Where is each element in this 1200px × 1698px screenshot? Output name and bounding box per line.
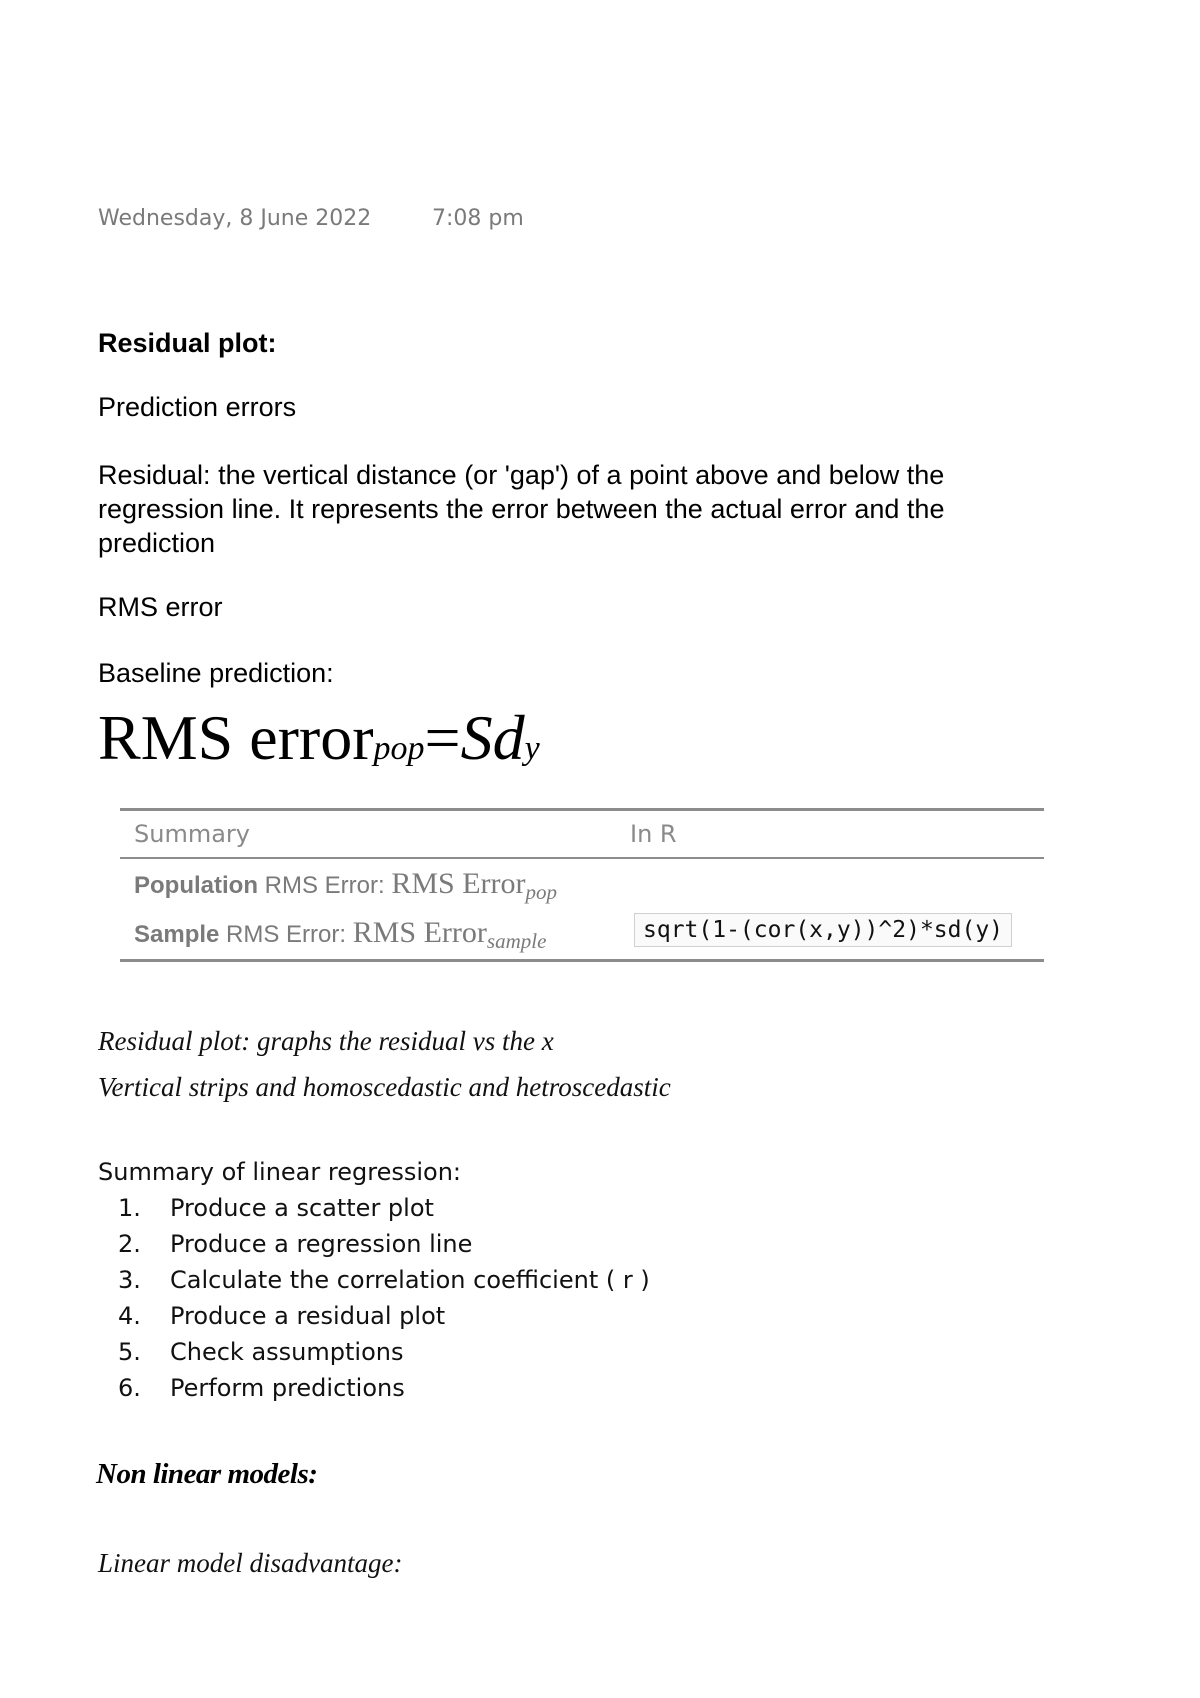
formula-rhs: Sd [460,702,525,773]
list-number: 5. [118,1338,141,1366]
list-number: 4. [118,1302,141,1330]
residual-plot-heading: Residual plot: [98,328,277,358]
table-header [120,811,1044,857]
list-text: Perform predictions [170,1374,405,1402]
formula-main: RMS error [98,702,374,773]
list-number: 2. [118,1230,141,1258]
row-formula [391,867,557,904]
list-text: Check assumptions [170,1338,404,1366]
time-stamp: 7:08 pm [432,206,524,231]
summary-table [120,808,1044,962]
prediction-errors-text: Prediction errors [98,392,297,422]
formula-sub: pop [373,730,425,767]
rms-formula [98,700,540,787]
list-number: 3. [118,1266,141,1294]
row-label-text: RMS Error: [219,921,353,948]
table-row [120,859,1044,908]
row-formula-sub: sample [486,929,547,953]
row-label-bold: Sample [134,921,220,948]
list-text: Produce a scatter plot [170,1194,434,1222]
row-formula-main: RMS Error [391,867,526,900]
sample-cell [134,916,546,954]
table-bottom-rule [120,959,1044,962]
list-text: Produce a residual plot [170,1302,446,1330]
summary-title: Summary of linear regression: [98,1158,461,1186]
population-cell [134,867,557,905]
list-number: 1. [118,1194,141,1222]
formula-rhs-sub: y [524,730,540,767]
row-label-bold: Population [134,872,258,899]
list-text: Produce a regression line [170,1230,473,1258]
residual-definition: Residual: the vertical distance (or 'gap') of a point above and below the regression line. It represents the error between the actual error and the prediction [98,460,945,558]
linear-disadvantage-text: Linear model disadvantage: [98,1548,403,1578]
vertical-strips-note: Vertical strips and homoscedastic and hetroscedastic [98,1072,671,1102]
row-formula-main: RMS Error [352,916,487,949]
r-code-snippet: sqrt(1-(cor(x,y))^2)*sd(y) [634,913,1012,947]
list-text: Calculate the correlation coefficient ( r ) [170,1266,650,1294]
residual-plot-note: Residual plot: graphs the residual vs the x [98,1026,554,1056]
header-summary: Summary [134,820,250,848]
row-formula-sub: pop [525,880,557,904]
row-label-text: RMS Error: [257,872,392,899]
table-row [120,908,1044,957]
formula-eq: = [424,702,461,773]
rms-error-text: RMS error [98,592,223,622]
header-in-r: In R [630,820,677,848]
list-number: 6. [118,1374,141,1402]
date-stamp: Wednesday, 8 June 2022 [98,206,372,231]
baseline-prediction-text: Baseline prediction: [98,658,334,688]
nonlinear-heading: Non linear models: [96,1458,318,1490]
row-formula [352,916,547,953]
